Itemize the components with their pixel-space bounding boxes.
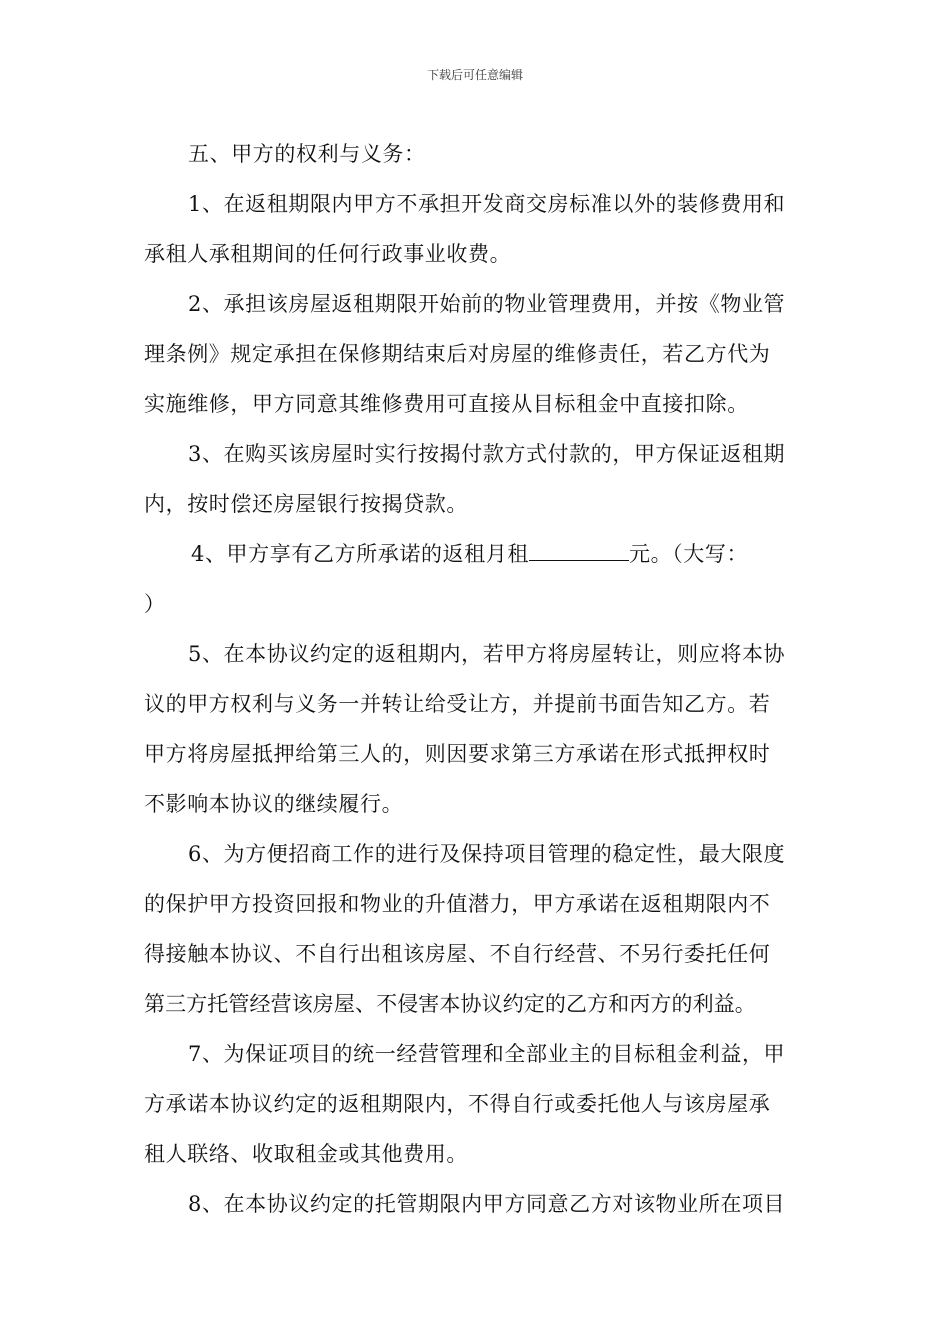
clause-5-line-1: 5、在本协议约定的返租期内，若甲方将房屋转让，则应将本协: [188, 642, 786, 666]
clause-6-line-1: 6、为方便招商工作的进行及保持项目管理的稳定性，最大限度: [188, 842, 786, 866]
section-heading: 五、甲方的权利与义务：: [188, 142, 426, 166]
clause-8-line-1: 8、在本协议约定的托管期限内甲方同意乙方对该物业所在项目: [188, 1192, 786, 1216]
page-header-note: 下载后可任意编辑: [426, 68, 523, 82]
clause-2-line-1: 2、承担该房屋返租期限开始前的物业管理费用，并按《物业管: [188, 292, 786, 316]
clause-6-line-2: 的保护甲方投资回报和物业的升值潜力，甲方承诺在返租期限内不: [144, 892, 771, 916]
clause-7-line-3: 租人联络、收取租金或其他费用。: [144, 1142, 468, 1166]
clause-2-line-3: 实施维修，甲方同意其维修费用可直接从目标租金中直接扣除。: [144, 392, 749, 416]
clause-7-line-2: 方承诺本协议约定的返租期限内，不得自行或委托他人与该房屋承: [144, 1092, 771, 1116]
clause-4-text-before-blank: 4、甲方享有乙方所承诺的返租月租: [191, 542, 529, 566]
clause-6-line-4: 第三方托管经营该房屋、不侵害本协议约定的乙方和丙方的利益。: [144, 992, 756, 1016]
clause-6-line-3: 得接触本协议、不自行出租该房屋、不自行经营、不另行委托任何: [144, 942, 771, 966]
clause-3-line-1: 3、在购买该房屋时实行按揭付款方式付款的，甲方保证返租期: [188, 442, 786, 466]
clause-4-line-1: [144, 530, 809, 578]
clause-5-line-2: 议的甲方权利与义务一并转让给受让方，并提前书面告知乙方。若: [144, 692, 771, 716]
rent-amount-blank: [529, 534, 629, 561]
clause-3-line-2: 内，按时偿还房屋银行按揭贷款。: [144, 492, 468, 516]
clause-4-text-after-blank: 元。（大写：: [628, 542, 749, 566]
clause-4-line-2: ）: [144, 592, 166, 616]
clause-2-line-2: 理条例》规定承担在保修期结束后对房屋的维修责任，若乙方代为: [144, 342, 771, 366]
clause-5-line-4: 不影响本协议的继续履行。: [144, 792, 404, 816]
clause-1-line-1: 1、在返租期限内甲方不承担开发商交房标准以外的装修费用和: [188, 192, 786, 216]
clause-1-line-2: 承租人承租期间的任何行政事业收费。: [144, 242, 512, 266]
document-body: [144, 130, 809, 1228]
clause-7-line-1: 7、为保证项目的统一经营管理和全部业主的目标租金利益，甲: [188, 1042, 786, 1066]
clause-5-line-3: 甲方将房屋抵押给第三人的，则因要求第三方承诺在形式抵押权时: [144, 742, 771, 766]
